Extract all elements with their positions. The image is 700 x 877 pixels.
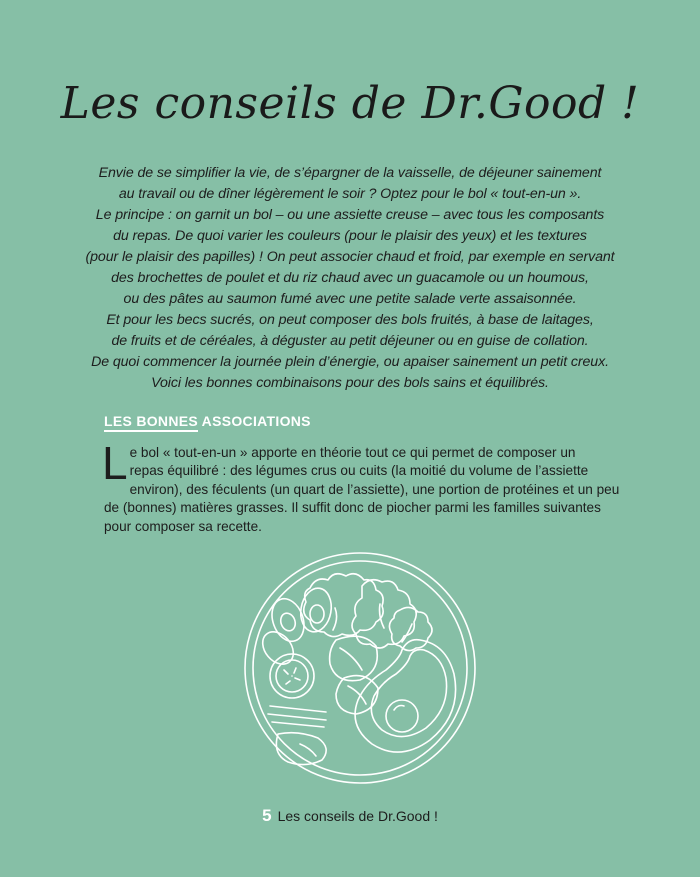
body-line: de (bonnes) matières grasses. Il suffit donc de piocher parmi les familles suivantes	[104, 500, 601, 516]
body-line: environ), des féculents (un quart de l’assiette), une portion de protéines et un peu	[129, 481, 620, 497]
intro-line: de fruits et de céréales, à déguster au petit déjeuner ou en guise de collation.	[111, 333, 589, 349]
food-bowl-illustration-icon	[240, 548, 480, 788]
body-line: e bol « tout-en-un » apporte en théorie tout ce qui permet de composer un	[129, 445, 576, 460]
intro-line: du repas. De quoi varier les couleurs (pour le plaisir des yeux) et les textures	[113, 228, 587, 244]
intro-line: (pour le plaisir des papilles) ! On peut associer chaud et froid, par exemple en servant	[85, 249, 615, 265]
intro-line: Envie de se simplifier la vie, de s’épargner de la vaisselle, de déjeuner sainement	[98, 165, 602, 181]
running-title: Les conseils de Dr.Good !	[277, 808, 438, 824]
intro-paragraph	[70, 163, 630, 394]
page-title: Les conseils de Dr.Good !	[60, 78, 640, 129]
page-footer	[0, 806, 700, 826]
intro-line: De quoi commencer la journée plein d’énergie, ou apaiser sainement un petit creux.	[91, 354, 609, 370]
section-heading-rest: ASSOCIATIONS	[198, 413, 311, 429]
intro-line: Le principe : on garnit un bol – ou une assiette creuse – avec tous les composants	[95, 207, 605, 223]
section-heading-underlined: LES BONNES	[104, 413, 198, 432]
intro-line: des brochettes de poulet et du riz chaud avec un guacamole ou un houmous,	[111, 270, 589, 286]
body-line: repas équilibré : des légumes crus ou cuits (la moitié du volume de l’assiette	[129, 463, 589, 479]
intro-line: au travail ou de dîner légèrement le soir ? Optez pour le bol « tout-en-un ».	[118, 186, 582, 202]
section-heading	[104, 413, 311, 429]
drop-cap: L	[102, 437, 128, 489]
section-body	[102, 437, 620, 536]
intro-line: ou des pâtes au saumon fumé avec une petite salade verte assaisonnée.	[123, 291, 577, 307]
intro-line: Et pour les becs sucrés, on peut composer des bols fruités, à base de laitages,	[106, 312, 594, 328]
page-number: 5	[262, 806, 272, 825]
body-line: pour composer sa recette.	[104, 518, 262, 534]
intro-line: Voici les bonnes combinaisons pour des bols sains et équilibrés.	[151, 375, 549, 391]
